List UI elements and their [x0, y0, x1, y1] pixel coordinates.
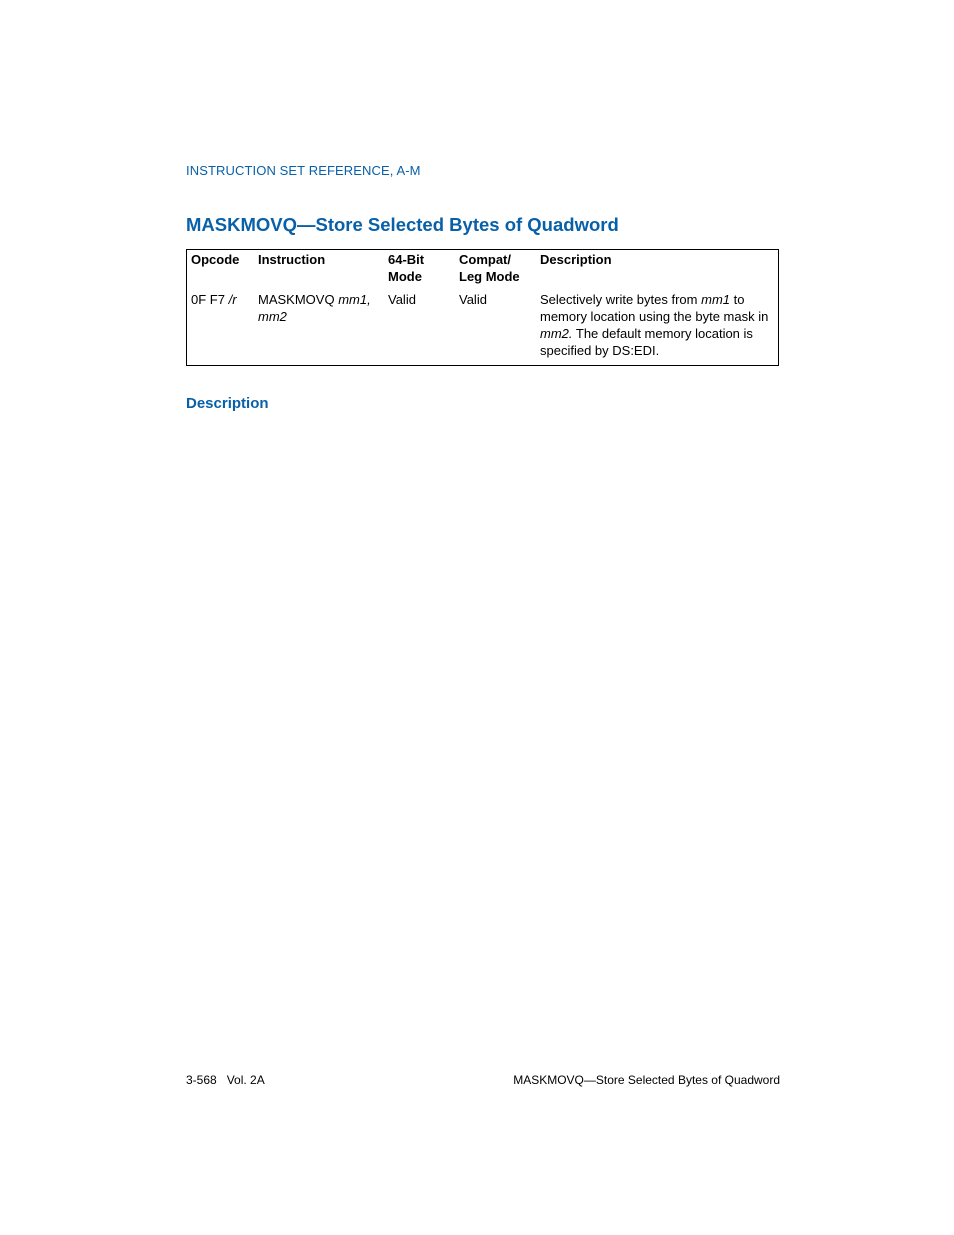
instruction-mnemonic: MASKMOVQ: [258, 292, 335, 307]
instruction-operand2: mm2: [258, 309, 287, 324]
footer-title: MASKMOVQ—Store Selected Bytes of Quadword: [513, 1073, 780, 1087]
opcode-suffix: /r: [228, 292, 237, 307]
running-header: INSTRUCTION SET REFERENCE, A-M: [186, 163, 421, 178]
header-64bit-mode: [384, 250, 455, 292]
header-compat-line1: Compat/: [459, 252, 511, 267]
desc-operand2: mm2.: [540, 326, 573, 341]
opcode-table: [186, 249, 779, 366]
header-64bit-line1: 64-Bit: [388, 252, 425, 267]
header-compat-line2: Leg Mode: [459, 269, 520, 284]
header-instruction: Instruction: [258, 252, 326, 267]
header-opcode: Opcode: [191, 252, 240, 267]
header-compat-leg-mode: [455, 250, 536, 292]
cell-instruction: [254, 291, 384, 366]
desc-part3: The default memory location is specified by DS:EDI.: [540, 326, 753, 358]
footer-page-number: 3-568 Vol. 2A: [186, 1073, 265, 1087]
page-title: MASKMOVQ—Store Selected Bytes of Quadword: [186, 214, 619, 235]
header-description: Description: [540, 252, 612, 267]
opcode-value: 0F F7: [191, 292, 225, 307]
header-64bit-line2: Mode: [388, 269, 422, 284]
desc-operand1: mm1: [701, 292, 731, 307]
table-row: [187, 291, 779, 366]
section-heading-description: Description: [186, 395, 269, 412]
cell-compat-mode: Valid: [459, 292, 487, 307]
desc-part2: to memory location using the byte mask in: [540, 292, 769, 324]
table-header-row: [187, 250, 779, 292]
desc-part1: Selectively write bytes from: [540, 292, 698, 307]
cell-description: [536, 291, 779, 366]
instruction-operand1: mm1,: [338, 292, 371, 307]
cell-opcode: [187, 291, 255, 366]
cell-64bit-mode: Valid: [388, 292, 416, 307]
